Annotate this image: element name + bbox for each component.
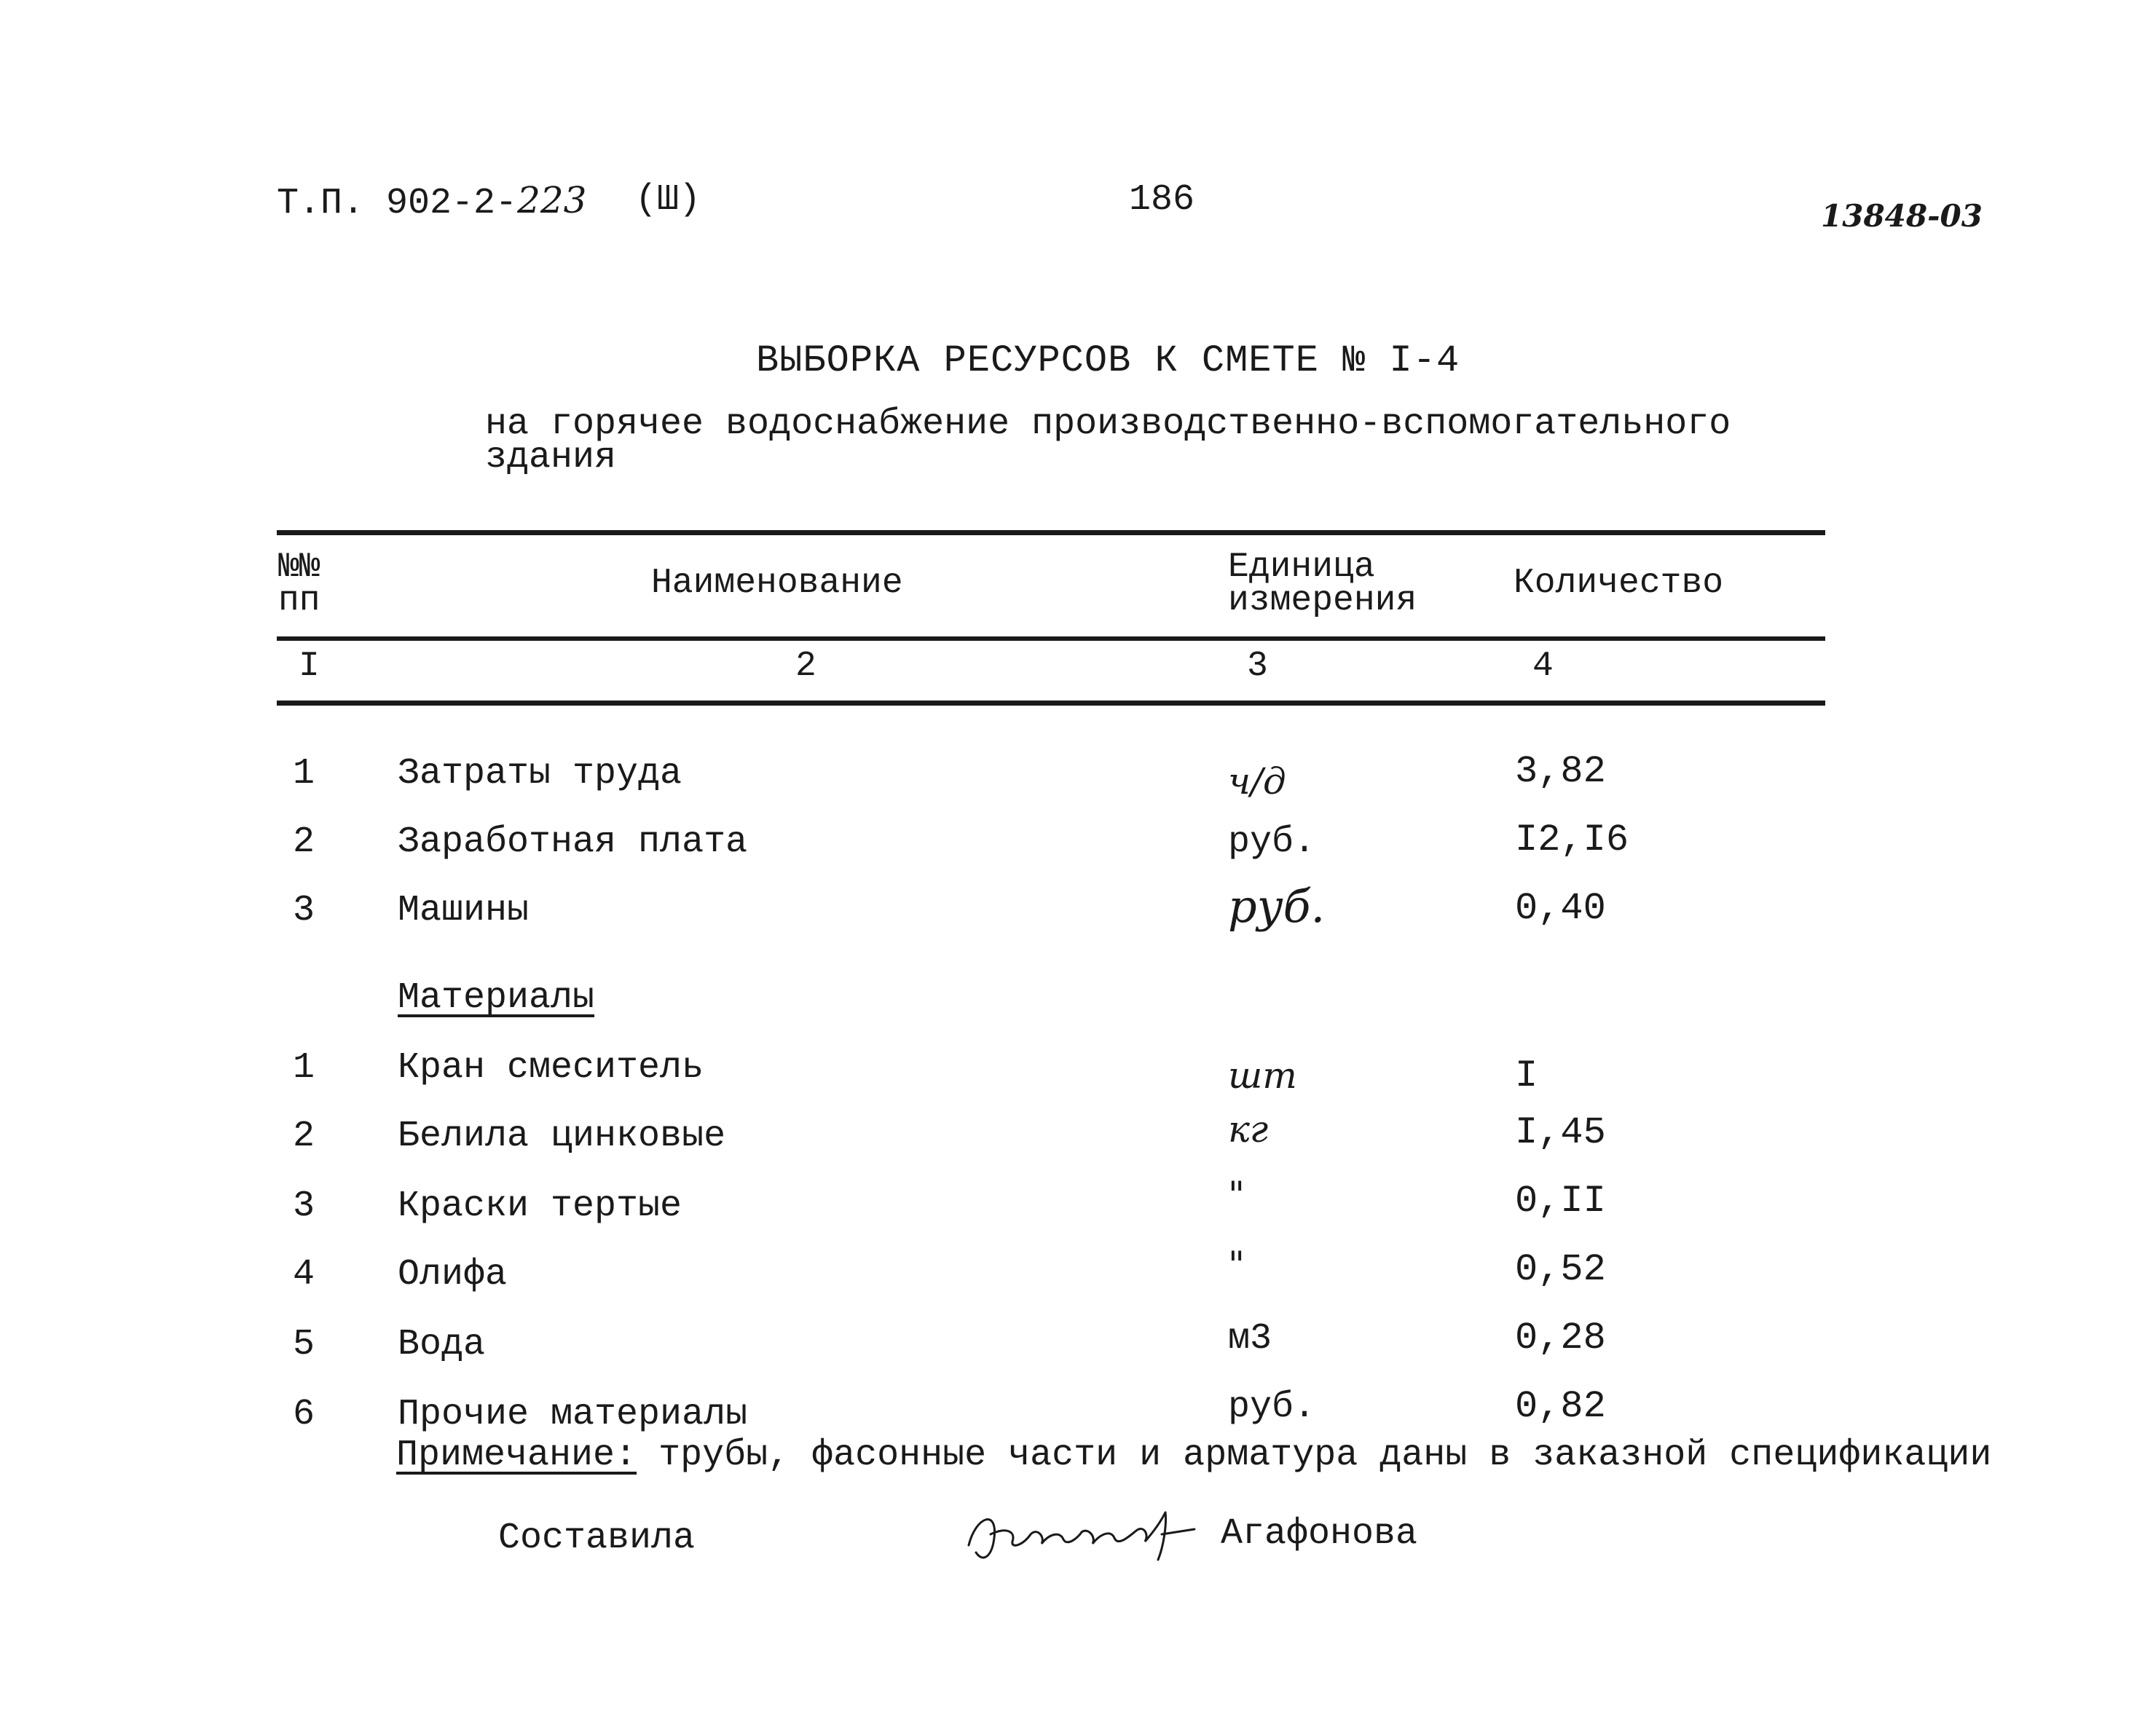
- header-number-line-2: пп: [278, 581, 320, 620]
- archive-number: 13848-03: [1821, 198, 1983, 234]
- row-name: Прочие материалы: [398, 1394, 748, 1435]
- signer-name: Агафонова: [1221, 1513, 1418, 1555]
- row-unit: ": [1228, 1244, 1245, 1286]
- row-unit: ч/д: [1228, 760, 1286, 802]
- table-header-rule: [277, 636, 1825, 641]
- header-name: Наименование: [651, 564, 903, 603]
- row-unit: руб.: [1228, 880, 1326, 933]
- row-quantity: 0,52: [1515, 1248, 1606, 1291]
- section-label-materials: Материалы: [398, 977, 595, 1019]
- row-name: Краски тертые: [398, 1185, 682, 1227]
- row-number: 6: [293, 1394, 315, 1435]
- row-number: 1: [293, 1047, 315, 1089]
- row-name: Вода: [398, 1324, 486, 1365]
- row-name: Машины: [398, 890, 530, 931]
- row-quantity: I2,I6: [1515, 818, 1629, 861]
- table-numbers-rule: [277, 701, 1825, 706]
- row-quantity: I: [1515, 1054, 1538, 1097]
- row-quantity: 3,82: [1515, 750, 1606, 793]
- handwritten-signature: [954, 1494, 1202, 1574]
- row-number: 3: [293, 890, 315, 931]
- row-quantity: 0,82: [1515, 1385, 1606, 1428]
- row-unit: кг: [1228, 1108, 1269, 1151]
- page-title: ВЫБОРКА РЕСУРСОВ К СМЕТЕ № I-4: [756, 339, 1460, 382]
- row-quantity: I,45: [1515, 1111, 1606, 1154]
- document-code: Т.П. 902-2-223: [277, 179, 587, 224]
- subtitle-line-2: здания: [485, 437, 617, 478]
- table-top-rule: [277, 530, 1825, 535]
- row-quantity: 0,28: [1515, 1317, 1606, 1360]
- subtitle-line-1: на горячее водоснабжение производственно-вспомогательного: [485, 403, 1731, 445]
- column-number-2: 2: [795, 647, 816, 686]
- row-number: 3: [293, 1185, 315, 1227]
- row-name: Олифа: [398, 1254, 508, 1295]
- header-unit-line-2: измерения: [1228, 581, 1417, 620]
- column-number-4: 4: [1532, 647, 1554, 686]
- note: [396, 1435, 1991, 1476]
- row-number: 5: [293, 1324, 315, 1365]
- header-number-line-1: №№: [278, 548, 320, 587]
- document-code-handwritten: 223: [517, 179, 587, 221]
- row-name: Кран смеситель: [398, 1047, 704, 1089]
- row-unit: шт: [1228, 1054, 1297, 1097]
- note-label: Примечание:: [396, 1435, 637, 1476]
- note-text: трубы, фасонные части и арматура даны в заказной спецификации: [637, 1435, 1992, 1476]
- row-number: 4: [293, 1254, 315, 1295]
- page-number: 186: [1129, 179, 1195, 221]
- column-number-3: 3: [1247, 647, 1268, 686]
- row-number: 1: [293, 753, 315, 794]
- row-unit: м3: [1228, 1318, 1272, 1360]
- header-quantity: Количество: [1514, 564, 1724, 603]
- row-unit: руб.: [1228, 1386, 1316, 1428]
- row-unit: ": [1228, 1174, 1245, 1216]
- header-unit-line-1: Единица: [1228, 548, 1375, 587]
- row-number: 2: [293, 821, 315, 863]
- row-quantity: 0,II: [1515, 1180, 1606, 1223]
- row-name: Белила цинковые: [398, 1116, 726, 1157]
- row-name: Заработная плата: [398, 821, 748, 863]
- row-unit: руб.: [1228, 821, 1316, 863]
- compiled-by-label: Составила: [498, 1518, 696, 1559]
- row-quantity: 0,40: [1515, 887, 1606, 930]
- column-number-1: I: [299, 647, 320, 686]
- row-name: Затраты труда: [398, 753, 682, 794]
- document-part: (Ш): [635, 179, 701, 221]
- row-number: 2: [293, 1116, 315, 1157]
